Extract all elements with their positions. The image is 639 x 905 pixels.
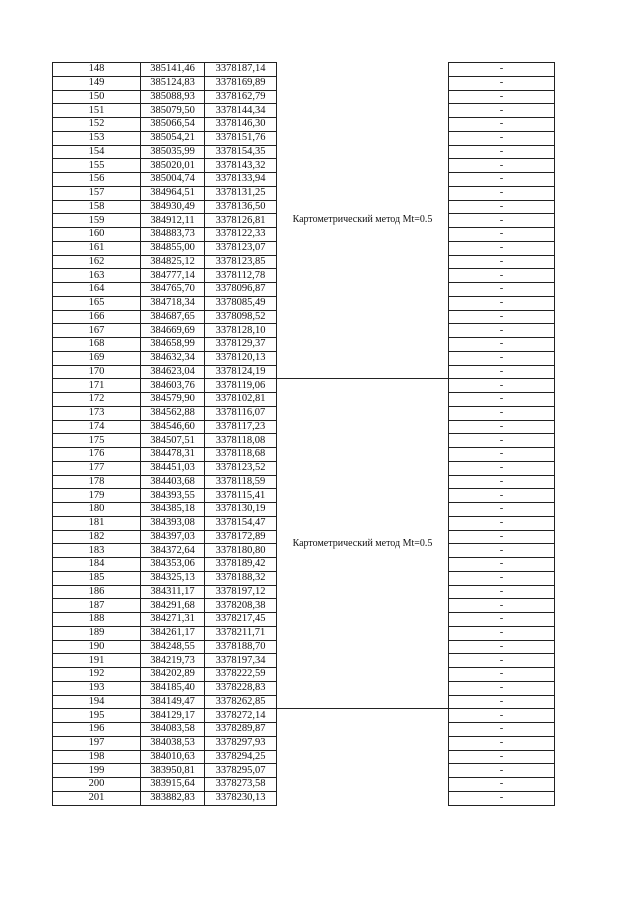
coordinate-y: 3378126,81 (205, 214, 277, 228)
coordinate-x: 385124,83 (141, 76, 205, 90)
point-number: 163 (53, 269, 141, 283)
coordinate-x: 384372,64 (141, 544, 205, 558)
coordinate-y: 3378122,33 (205, 228, 277, 242)
coordinate-y: 3378143,32 (205, 159, 277, 173)
coordinate-y: 3378295,07 (205, 764, 277, 778)
point-number: 171 (53, 379, 141, 393)
coordinate-y: 3378188,70 (205, 640, 277, 654)
point-number: 179 (53, 489, 141, 503)
accuracy-value: - (449, 640, 555, 654)
coordinate-y: 3378294,25 (205, 750, 277, 764)
point-number: 153 (53, 131, 141, 145)
point-number: 194 (53, 695, 141, 709)
point-number: 190 (53, 640, 141, 654)
coordinate-x: 384777,14 (141, 269, 205, 283)
accuracy-value: - (449, 434, 555, 448)
point-number: 185 (53, 571, 141, 585)
coordinate-x: 384185,40 (141, 681, 205, 695)
accuracy-value: - (449, 544, 555, 558)
accuracy-value: - (449, 558, 555, 572)
point-number: 196 (53, 723, 141, 737)
point-number: 197 (53, 736, 141, 750)
accuracy-value: - (449, 709, 555, 723)
accuracy-value: - (449, 626, 555, 640)
coordinate-y: 3378136,50 (205, 200, 277, 214)
coordinate-y: 3378154,35 (205, 145, 277, 159)
accuracy-value: - (449, 338, 555, 352)
point-number: 170 (53, 365, 141, 379)
coordinate-y: 3378297,93 (205, 736, 277, 750)
point-number: 155 (53, 159, 141, 173)
coordinate-y: 3378124,19 (205, 365, 277, 379)
point-number: 191 (53, 654, 141, 668)
method-label: Картометрический метод Mt=0.5 (292, 537, 433, 549)
table-row (53, 709, 555, 723)
coordinate-x: 384038,53 (141, 736, 205, 750)
coordinate-x: 384397,03 (141, 530, 205, 544)
coordinate-x: 384271,31 (141, 613, 205, 627)
point-number: 200 (53, 778, 141, 792)
coordinate-x: 384669,69 (141, 324, 205, 338)
coordinate-x: 384219,73 (141, 654, 205, 668)
coordinate-y: 3378197,12 (205, 585, 277, 599)
accuracy-value: - (449, 393, 555, 407)
accuracy-value: - (449, 791, 555, 805)
method-cell (277, 379, 449, 709)
coordinate-x: 384451,03 (141, 461, 205, 475)
coordinate-y: 3378146,30 (205, 118, 277, 132)
point-number: 184 (53, 558, 141, 572)
point-number: 156 (53, 173, 141, 187)
coordinate-x: 384687,65 (141, 310, 205, 324)
coordinate-y: 3378222,59 (205, 668, 277, 682)
accuracy-value: - (449, 214, 555, 228)
coordinate-y: 3378118,68 (205, 448, 277, 462)
coordinate-y: 3378169,89 (205, 76, 277, 90)
accuracy-value: - (449, 461, 555, 475)
point-number: 168 (53, 338, 141, 352)
point-number: 165 (53, 296, 141, 310)
accuracy-value: - (449, 104, 555, 118)
coordinate-x: 385066,54 (141, 118, 205, 132)
coordinate-y: 3378230,13 (205, 791, 277, 805)
accuracy-value: - (449, 186, 555, 200)
accuracy-value: - (449, 668, 555, 682)
coordinate-y: 3378180,80 (205, 544, 277, 558)
coordinate-x: 384311,17 (141, 585, 205, 599)
point-number: 173 (53, 406, 141, 420)
accuracy-value: - (449, 200, 555, 214)
coordinate-y: 3378116,07 (205, 406, 277, 420)
coordinate-x: 384478,31 (141, 448, 205, 462)
coordinate-x: 383882,83 (141, 791, 205, 805)
point-number: 166 (53, 310, 141, 324)
point-number: 159 (53, 214, 141, 228)
coordinate-x: 383950,81 (141, 764, 205, 778)
accuracy-value: - (449, 228, 555, 242)
point-number: 187 (53, 599, 141, 613)
coordinate-x: 384202,89 (141, 668, 205, 682)
accuracy-value: - (449, 159, 555, 173)
accuracy-value: - (449, 475, 555, 489)
accuracy-value: - (449, 778, 555, 792)
coordinate-y: 3378273,58 (205, 778, 277, 792)
coordinate-y: 3378118,08 (205, 434, 277, 448)
accuracy-value: - (449, 173, 555, 187)
coordinate-x: 385088,93 (141, 90, 205, 104)
point-number: 160 (53, 228, 141, 242)
coordinate-y: 3378123,07 (205, 241, 277, 255)
coordinate-x: 384912,11 (141, 214, 205, 228)
accuracy-value: - (449, 131, 555, 145)
accuracy-value: - (449, 723, 555, 737)
accuracy-value: - (449, 613, 555, 627)
coordinate-y: 3378123,52 (205, 461, 277, 475)
point-number: 152 (53, 118, 141, 132)
coordinate-y: 3378102,81 (205, 393, 277, 407)
coordinate-x: 384248,55 (141, 640, 205, 654)
point-number: 157 (53, 186, 141, 200)
point-number: 183 (53, 544, 141, 558)
accuracy-value: - (449, 530, 555, 544)
coordinate-y: 3378172,89 (205, 530, 277, 544)
point-number: 188 (53, 613, 141, 627)
coordinate-x: 384393,08 (141, 516, 205, 530)
point-number: 161 (53, 241, 141, 255)
coordinate-x: 385035,99 (141, 145, 205, 159)
coordinate-y: 3378129,37 (205, 338, 277, 352)
point-number: 193 (53, 681, 141, 695)
coordinate-x: 384964,51 (141, 186, 205, 200)
coordinate-x: 384129,17 (141, 709, 205, 723)
coordinate-x: 385079,50 (141, 104, 205, 118)
point-number: 182 (53, 530, 141, 544)
point-number: 176 (53, 448, 141, 462)
coordinate-x: 385020,01 (141, 159, 205, 173)
point-number: 199 (53, 764, 141, 778)
coordinate-y: 3378262,85 (205, 695, 277, 709)
accuracy-value: - (449, 310, 555, 324)
accuracy-value: - (449, 296, 555, 310)
point-number: 158 (53, 200, 141, 214)
accuracy-value: - (449, 764, 555, 778)
coordinate-x: 384083,58 (141, 723, 205, 737)
accuracy-value: - (449, 599, 555, 613)
method-label: Картометрический метод Mt=0.5 (292, 214, 433, 226)
accuracy-value: - (449, 379, 555, 393)
point-number: 175 (53, 434, 141, 448)
coordinate-y: 3378115,41 (205, 489, 277, 503)
coordinate-x: 384403,68 (141, 475, 205, 489)
accuracy-value: - (449, 241, 555, 255)
coordinate-x: 385004,74 (141, 173, 205, 187)
accuracy-value: - (449, 63, 555, 77)
accuracy-value: - (449, 695, 555, 709)
coordinate-y: 3378189,42 (205, 558, 277, 572)
coordinate-x: 384507,51 (141, 434, 205, 448)
accuracy-value: - (449, 406, 555, 420)
point-number: 186 (53, 585, 141, 599)
accuracy-value: - (449, 420, 555, 434)
point-number: 164 (53, 283, 141, 297)
point-number: 172 (53, 393, 141, 407)
accuracy-value: - (449, 585, 555, 599)
coordinate-x: 384825,12 (141, 255, 205, 269)
point-number: 149 (53, 76, 141, 90)
coordinate-y: 3378188,32 (205, 571, 277, 585)
point-number: 201 (53, 791, 141, 805)
coordinate-x: 384658,99 (141, 338, 205, 352)
point-number: 198 (53, 750, 141, 764)
accuracy-value: - (449, 503, 555, 517)
coordinate-y: 3378123,85 (205, 255, 277, 269)
point-number: 174 (53, 420, 141, 434)
coordinate-y: 3378217,45 (205, 613, 277, 627)
coordinate-x: 384291,68 (141, 599, 205, 613)
accuracy-value: - (449, 283, 555, 297)
coordinate-x: 384718,34 (141, 296, 205, 310)
coordinate-x: 385141,46 (141, 63, 205, 77)
point-number: 148 (53, 63, 141, 77)
table-row (53, 379, 555, 393)
point-number: 154 (53, 145, 141, 159)
method-cell (277, 63, 449, 379)
accuracy-value: - (449, 118, 555, 132)
point-number: 169 (53, 351, 141, 365)
coordinate-y: 3378096,87 (205, 283, 277, 297)
coordinate-y: 3378208,38 (205, 599, 277, 613)
accuracy-value: - (449, 750, 555, 764)
point-number: 195 (53, 709, 141, 723)
coordinate-y: 3378289,87 (205, 723, 277, 737)
coordinate-y: 3378272,14 (205, 709, 277, 723)
method-cell (277, 709, 449, 805)
coordinate-y: 3378119,06 (205, 379, 277, 393)
coordinate-y: 3378154,47 (205, 516, 277, 530)
coordinate-x: 384765,70 (141, 283, 205, 297)
coordinate-y: 3378131,25 (205, 186, 277, 200)
point-number: 150 (53, 90, 141, 104)
point-number: 189 (53, 626, 141, 640)
coordinate-x: 384261,17 (141, 626, 205, 640)
accuracy-value: - (449, 448, 555, 462)
accuracy-value: - (449, 365, 555, 379)
accuracy-value: - (449, 255, 555, 269)
coordinate-y: 3378117,23 (205, 420, 277, 434)
point-number: 192 (53, 668, 141, 682)
coordinate-x: 385054,21 (141, 131, 205, 145)
coordinate-x: 384930,49 (141, 200, 205, 214)
coordinate-x: 384579,90 (141, 393, 205, 407)
table-row (53, 63, 555, 77)
coordinate-x: 384623,04 (141, 365, 205, 379)
coordinate-x: 384855,00 (141, 241, 205, 255)
coordinate-x: 384325,13 (141, 571, 205, 585)
coordinate-x: 384883,73 (141, 228, 205, 242)
coordinate-y: 3378120,13 (205, 351, 277, 365)
coordinate-y: 3378128,10 (205, 324, 277, 338)
coordinate-x: 384546,60 (141, 420, 205, 434)
coordinate-y: 3378118,59 (205, 475, 277, 489)
accuracy-value: - (449, 324, 555, 338)
coordinate-y: 3378098,52 (205, 310, 277, 324)
coordinate-y: 3378130,19 (205, 503, 277, 517)
coordinate-y: 3378197,34 (205, 654, 277, 668)
accuracy-value: - (449, 516, 555, 530)
accuracy-value: - (449, 269, 555, 283)
coordinate-y: 3378211,71 (205, 626, 277, 640)
point-number: 151 (53, 104, 141, 118)
coordinate-x: 384562,88 (141, 406, 205, 420)
accuracy-value: - (449, 351, 555, 365)
coordinate-y: 3378085,49 (205, 296, 277, 310)
coordinate-y: 3378144,34 (205, 104, 277, 118)
accuracy-value: - (449, 90, 555, 104)
coordinate-x: 384603,76 (141, 379, 205, 393)
coordinate-y: 3378187,14 (205, 63, 277, 77)
coordinate-y: 3378228,83 (205, 681, 277, 695)
accuracy-value: - (449, 76, 555, 90)
point-number: 167 (53, 324, 141, 338)
accuracy-value: - (449, 654, 555, 668)
accuracy-value: - (449, 571, 555, 585)
coordinates-table-body (53, 63, 555, 806)
point-number: 162 (53, 255, 141, 269)
coordinate-x: 383915,64 (141, 778, 205, 792)
coordinate-x: 384353,06 (141, 558, 205, 572)
accuracy-value: - (449, 145, 555, 159)
point-number: 180 (53, 503, 141, 517)
coordinate-y: 3378112,78 (205, 269, 277, 283)
coordinate-x: 384632,34 (141, 351, 205, 365)
accuracy-value: - (449, 489, 555, 503)
coordinate-y: 3378133,94 (205, 173, 277, 187)
point-number: 178 (53, 475, 141, 489)
accuracy-value: - (449, 736, 555, 750)
coordinate-y: 3378162,79 (205, 90, 277, 104)
point-number: 177 (53, 461, 141, 475)
coordinate-x: 384010,63 (141, 750, 205, 764)
coordinate-x: 384385,18 (141, 503, 205, 517)
coordinate-x: 384149,47 (141, 695, 205, 709)
coordinate-y: 3378151,76 (205, 131, 277, 145)
accuracy-value: - (449, 681, 555, 695)
coordinates-table (52, 62, 555, 806)
coordinate-x: 384393,55 (141, 489, 205, 503)
point-number: 181 (53, 516, 141, 530)
